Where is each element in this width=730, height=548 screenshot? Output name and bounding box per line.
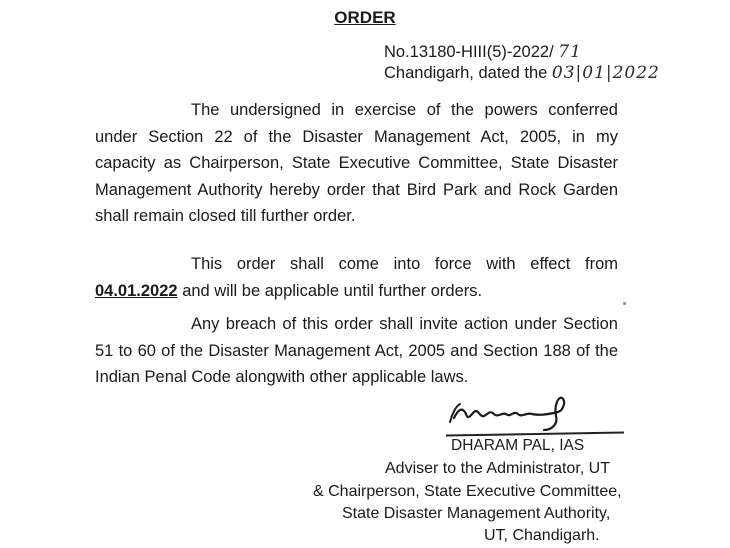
document-title: ORDER	[334, 8, 396, 27]
order-number	[384, 42, 582, 62]
signatory-designation-3: State Disaster Management Authority,	[342, 505, 611, 522]
paragraph-3: Any breach of this order shall invite action under Section 51 to 60 of the Disaster Management Act, 2005 and Section 188 of the Indian Penal Code alongwith other applicable laws.	[95, 315, 618, 386]
effective-date: 04.01.2022	[95, 281, 178, 300]
order-number-handwritten: 71	[558, 42, 582, 62]
handwritten-date: 03|01|2022	[551, 63, 660, 83]
signatory-name: DHARAM PAL, IAS	[451, 437, 585, 454]
place-dated-label: Chandigarh, dated the	[384, 64, 548, 82]
signatory-designation-1: Adviser to the Administrator, UT	[385, 460, 610, 477]
signatory-designation-2: & Chairperson, State Executive Committee,	[313, 483, 622, 500]
paragraph-1: The undersigned in exercise of the powers conferred under Section 22 of the Disaster Management Act, 2005, in my capacity as Chairperson, State Executive Committee, State Disaster Management Authority hereby order that Bird Park and Rock Garden shall remain closed till further order.	[95, 101, 618, 225]
scan-speck	[623, 302, 626, 305]
place-and-date	[384, 63, 660, 83]
signatory-location: UT, Chandigarh.	[484, 527, 600, 544]
paragraph-2: This order shall come into force with effect from 04.01.2022 and will be applicable until further orders.	[95, 255, 618, 300]
order-number-printed: No.13180-HIII(5)-2022/	[384, 43, 554, 61]
